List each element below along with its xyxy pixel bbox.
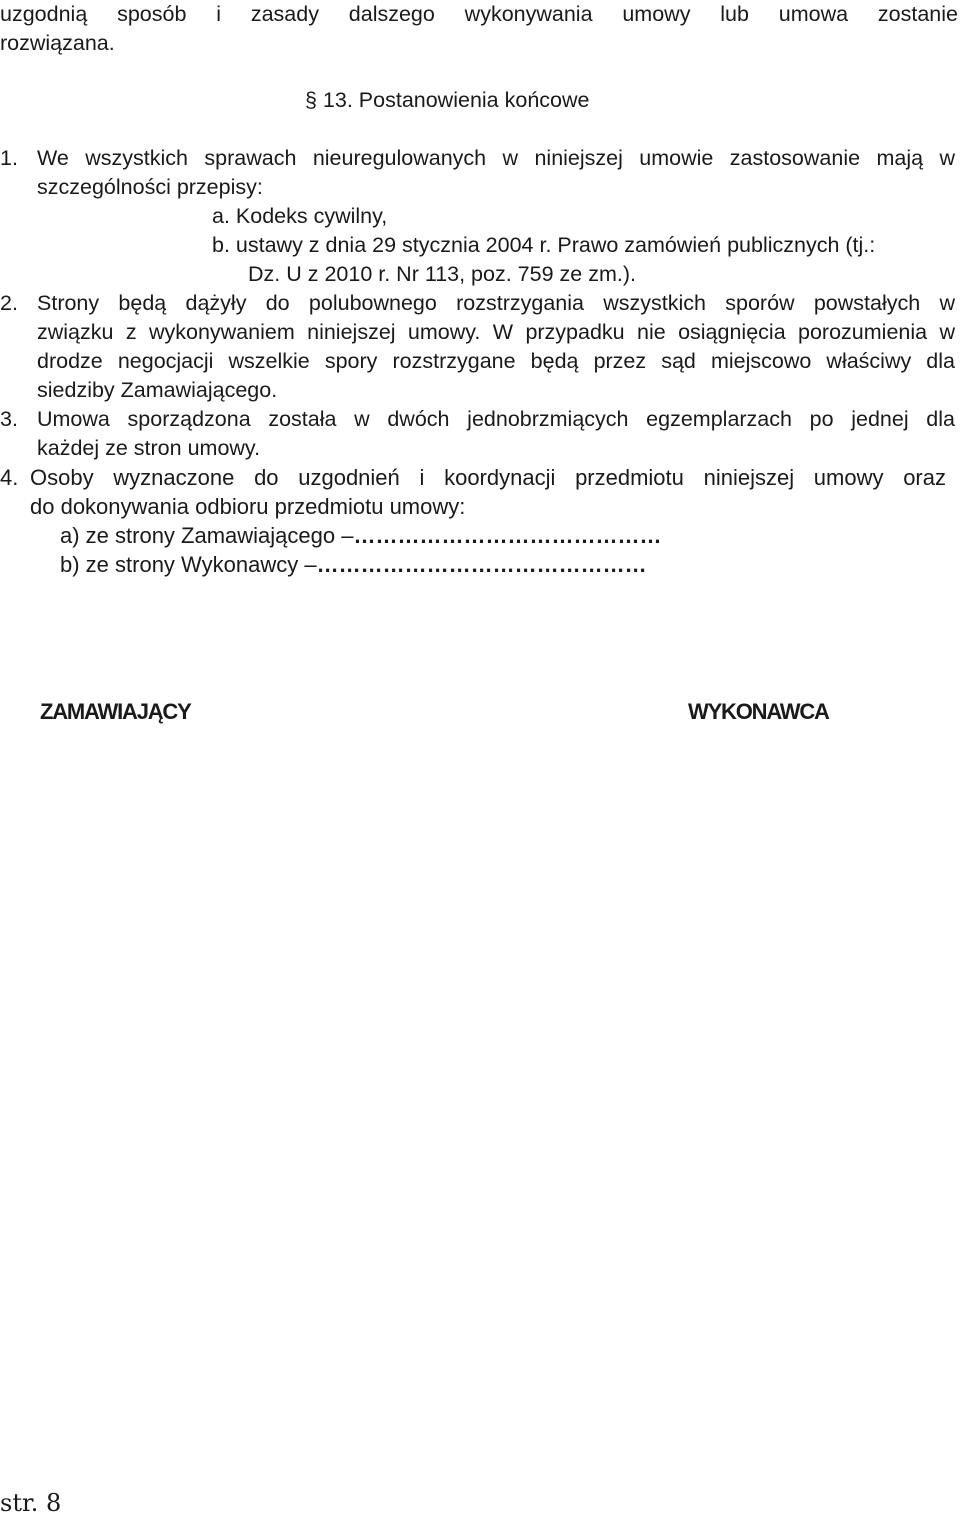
intro-line-1: uzgodnią sposób i zasady dalszego wykonywania umowy lub umowa zostanie bbox=[0, 2, 958, 26]
paragraph-2-line-1: Strony będą dążyły do polubownego rozstrzygania wszystkich sporów powstałych w bbox=[37, 291, 955, 315]
item-b-blank-field: ……………………………………… bbox=[316, 552, 647, 577]
item-a-label: a) ze strony Zamawiającego – bbox=[60, 523, 354, 548]
item-b-label: b) ze strony Wykonawcy – bbox=[60, 552, 317, 577]
paragraph-3-line-2: każdej ze stron umowy. bbox=[37, 436, 261, 460]
section-heading: § 13. Postanowienia końcowe bbox=[305, 88, 590, 112]
paragraph-1-item-b-line-1: b. ustawy z dnia 29 stycznia 2004 r. Prawo zamówień publicznych (tj.: bbox=[212, 233, 876, 257]
paragraph-1-number: 1. bbox=[0, 146, 18, 170]
paragraph-3-number: 3. bbox=[0, 407, 18, 431]
paragraph-2-line-4: siedziby Zamawiającego. bbox=[37, 378, 278, 402]
item-a-blank-field: …………………………………… bbox=[353, 523, 662, 548]
paragraph-1-line-2: szczególności przepisy: bbox=[37, 175, 263, 199]
paragraph-4-item-a bbox=[60, 521, 661, 550]
paragraph-2-line-2: związku z wykonywaniem niniejszej umowy. W przypadku nie osiągnięcia porozumienia w bbox=[37, 320, 955, 344]
signature-wykonawca: WYKONAWCA bbox=[688, 699, 829, 724]
paragraph-1-item-b-line-2: Dz. U z 2010 r. Nr 113, poz. 759 ze zm.). bbox=[248, 262, 636, 286]
paragraph-2-number: 2. bbox=[0, 291, 18, 315]
paragraph-2-line-3: drodze negocjacji wszelkie spory rozstrzygane będą przez sąd miejscowo właściwy dla bbox=[37, 349, 955, 373]
paragraph-1-item-a: a. Kodeks cywilny, bbox=[212, 204, 388, 228]
intro-line-2: rozwiązana. bbox=[0, 31, 115, 55]
signature-zamawiajacy: ZAMAWIAJĄCY bbox=[40, 699, 191, 724]
paragraph-4-number: 4. bbox=[0, 465, 19, 490]
page-number: str. 8 bbox=[0, 1489, 62, 1517]
paragraph-3-line-1: Umowa sporządzona została w dwóch jednobrzmiących egzemplarzach po jednej dla bbox=[37, 407, 955, 431]
paragraph-1-line-1: We wszystkich sprawach nieuregulowanych w niniejszej umowie zastosowanie mają w bbox=[37, 146, 955, 170]
paragraph-4-line-1: Osoby wyznaczone do uzgodnień i koordynacji przedmiotu niniejszej umowy oraz bbox=[30, 465, 946, 490]
paragraph-4-item-b bbox=[60, 550, 647, 579]
paragraph-4-line-2: do dokonywania odbioru przedmiotu umowy: bbox=[30, 494, 466, 519]
